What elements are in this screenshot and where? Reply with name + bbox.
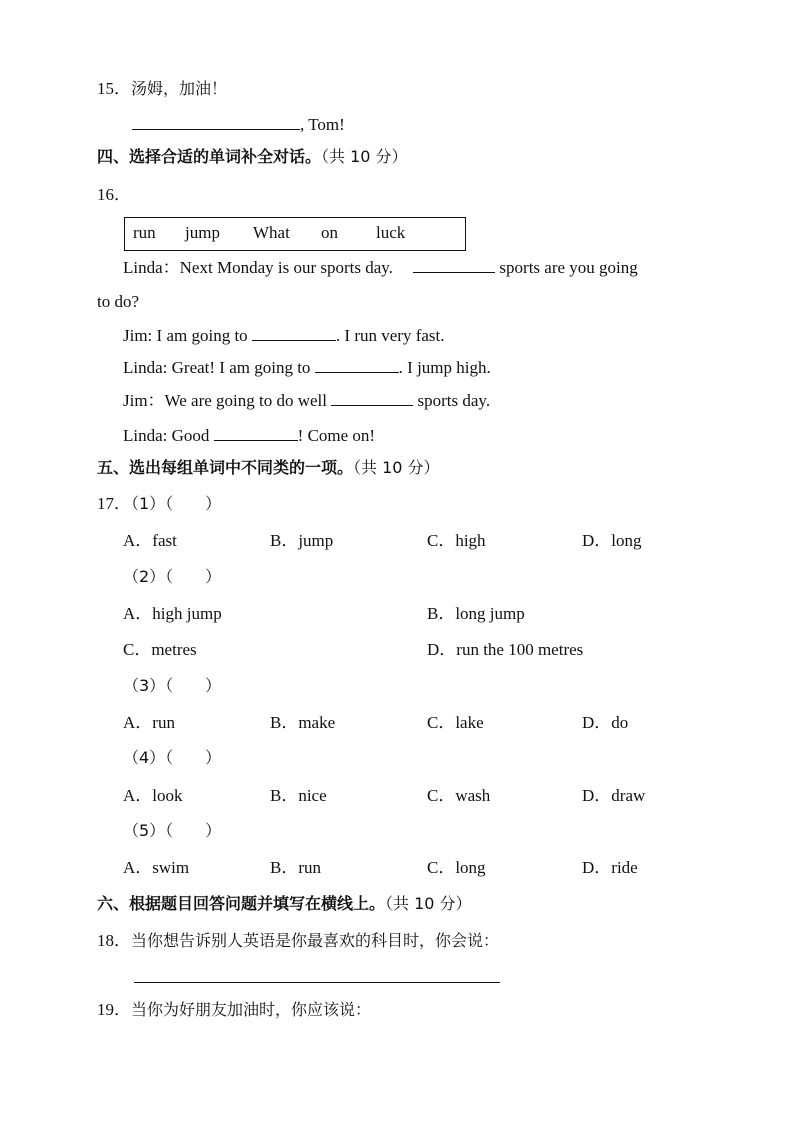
dialogue-text: Jim: I am going to bbox=[123, 326, 248, 345]
dialogue-line bbox=[123, 389, 490, 412]
option-C: C．long bbox=[427, 858, 486, 877]
answer-bracket[interactable]: （5）（ ） bbox=[123, 821, 222, 840]
option-D: D．do bbox=[582, 713, 629, 732]
answer-line[interactable] bbox=[134, 982, 500, 983]
option-A: A．swim bbox=[123, 858, 190, 877]
q18-prompt: 当你想告诉别人英语是你最喜欢的科目时，你会说： bbox=[131, 931, 500, 950]
dialogue-text: Jim：We are going to do well bbox=[123, 391, 328, 410]
option-D: D．draw bbox=[582, 786, 646, 805]
question-number: 16． bbox=[97, 185, 131, 204]
dialogue-line bbox=[123, 356, 491, 379]
q15-answer-line bbox=[132, 113, 345, 136]
dialogue-text: to do? bbox=[97, 292, 140, 311]
dialogue-text: ! Come on! bbox=[297, 426, 376, 445]
dialogue-line bbox=[123, 424, 375, 447]
answer-bracket[interactable]: （3）（ ） bbox=[123, 676, 222, 695]
dialogue-text: Linda: Good bbox=[123, 426, 210, 445]
q15-line bbox=[97, 78, 227, 100]
option-D: D．ride bbox=[582, 858, 638, 877]
option-C: C．wash bbox=[427, 786, 491, 805]
dialogue-line bbox=[123, 256, 638, 279]
section-5-heading bbox=[97, 457, 440, 479]
dialogue-text: sports day. bbox=[417, 391, 491, 410]
question-number: 19． bbox=[97, 1000, 131, 1019]
section-6-heading bbox=[97, 893, 472, 915]
dialogue-text: sports are you going bbox=[499, 258, 638, 277]
option-B: B．run bbox=[270, 858, 321, 877]
dialogue-text: . I run very fast. bbox=[335, 326, 445, 345]
section-score: （共 10 分） bbox=[385, 894, 472, 913]
section-4-heading bbox=[97, 146, 408, 168]
word-bank-item: run bbox=[133, 223, 156, 242]
question-number: 17． bbox=[97, 494, 131, 513]
option-D: D．run the 100 metres bbox=[427, 640, 584, 659]
option-B: B．nice bbox=[270, 786, 327, 805]
answer-blank[interactable] bbox=[331, 389, 413, 406]
q19-prompt: 当你为好朋友加油时，你应该说： bbox=[131, 1000, 372, 1019]
dialogue-line bbox=[97, 291, 139, 313]
question-number: 18． bbox=[97, 931, 131, 950]
word-bank-item: What bbox=[253, 223, 290, 242]
section-title: 五、选出每组单词中不同类的一项。 bbox=[97, 458, 354, 477]
dialogue-text: Linda: Great! I am going to bbox=[123, 358, 311, 377]
section-score: （共 10 分） bbox=[353, 458, 440, 477]
answer-blank[interactable] bbox=[315, 356, 399, 373]
section-score: （共 10 分） bbox=[321, 147, 408, 166]
option-B: B．jump bbox=[270, 531, 334, 550]
answer-blank[interactable] bbox=[132, 113, 300, 130]
option-B: B．make bbox=[270, 713, 336, 732]
q15-prompt: 汤姆，加油！ bbox=[131, 79, 228, 98]
answer-bracket[interactable]: （1）（ ） bbox=[131, 494, 222, 513]
option-C: C．lake bbox=[427, 713, 484, 732]
option-C: C．metres bbox=[123, 640, 197, 659]
word-bank-item: on bbox=[321, 223, 338, 242]
answer-blank[interactable] bbox=[252, 324, 336, 341]
option-A: A．high jump bbox=[123, 604, 222, 623]
question-number: 15． bbox=[97, 79, 131, 98]
word-bank bbox=[124, 217, 466, 251]
dialogue-text: Linda：Next Monday is our sports day. bbox=[123, 258, 393, 277]
answer-blank[interactable] bbox=[214, 424, 298, 441]
option-C: C．high bbox=[427, 531, 486, 550]
dialogue-text: . I jump high. bbox=[398, 358, 491, 377]
answer-bracket[interactable]: （4）（ ） bbox=[123, 748, 222, 767]
option-A: A．look bbox=[123, 786, 183, 805]
q18-line bbox=[97, 930, 499, 952]
option-A: A．fast bbox=[123, 531, 177, 550]
option-A: A．run bbox=[123, 713, 175, 732]
answer-blank[interactable] bbox=[413, 256, 495, 273]
section-title: 四、选择合适的单词补全对话。 bbox=[97, 147, 322, 166]
q19-line bbox=[97, 999, 371, 1021]
q15-answer-suffix: , Tom! bbox=[300, 115, 345, 134]
option-D: D．long bbox=[582, 531, 642, 550]
answer-bracket[interactable]: （2）（ ） bbox=[123, 567, 222, 586]
option-B: B．long jump bbox=[427, 604, 525, 623]
word-bank-item: jump bbox=[185, 223, 220, 242]
dialogue-line bbox=[123, 324, 445, 347]
word-bank-item: luck bbox=[376, 223, 406, 242]
q17-line bbox=[97, 493, 221, 515]
section-title: 六、根据题目回答问题并填写在横线上。 bbox=[97, 894, 386, 913]
